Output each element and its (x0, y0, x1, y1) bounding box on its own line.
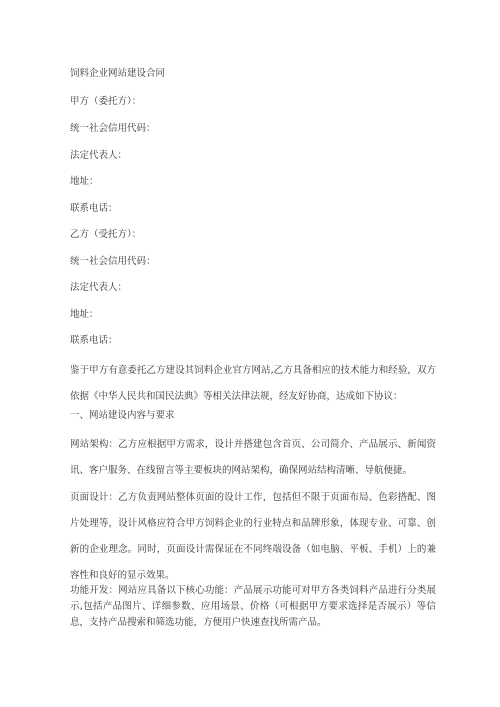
party-b-credit-code-label: 统一社会信用代码： (70, 256, 156, 267)
party-a-heading: 甲方（委托方）： (70, 96, 142, 107)
document-title: 饲料企业网站建设合同 (70, 68, 166, 79)
party-b-legal-rep-label: 法定代表人： (70, 282, 128, 293)
intro-paragraph: 鉴于甲方有意委托乙方建设其饲料企业官方网站,乙方具备相应的技术能力和经验，双方依据《中华人民共和国民法典》等相关法律法规，经友好协商，达成如下协议： (70, 365, 436, 402)
section-1-heading: 一、网站建设内容与要求 (70, 410, 175, 421)
party-b-address-label: 地址： (70, 309, 99, 320)
party-a-address-label: 地址： (70, 176, 99, 187)
function-dev-paragraph: 功能开发：网站应具备以下核心功能：产品展示功能可对甲方各类饲料产品进行分类展示,包括产品图片、详细参数、应用场景、价格（可根据甲方要求选择是否展示）等信息，支持产品搜索和筛选功能，方便用户快速查找所需产品。 (70, 585, 436, 628)
party-a-phone-label: 联系电话： (70, 203, 118, 214)
party-b-heading: 乙方（受托方）： (70, 229, 142, 240)
party-a-legal-rep-label: 法定代表人： (70, 150, 128, 161)
architecture-paragraph: 网站架构：乙方应根据甲方需求，设计并搭建包含首页、公司简介、产品展示、新闻资讯、客户服务、在线留言等主要板块的网站架构，确保网站结构清晰、导航便捷。 (70, 439, 436, 476)
page-design-paragraph: 页面设计：乙方负责网站整体页面的设计工作，包括但不限于页面布局、色彩搭配、图片处理等，设计风格应符合甲方饲料企业的行业特点和品牌形象，体现专业、可靠、创新的企业理念。同时，页面设计需保证在不同终端设备（如电脑、平板、手机）上的兼容性和良好的显示效果。 (70, 492, 436, 581)
party-b-phone-label: 联系电话： (70, 335, 118, 346)
party-a-credit-code-label: 统一社会信用代码： (70, 123, 156, 134)
